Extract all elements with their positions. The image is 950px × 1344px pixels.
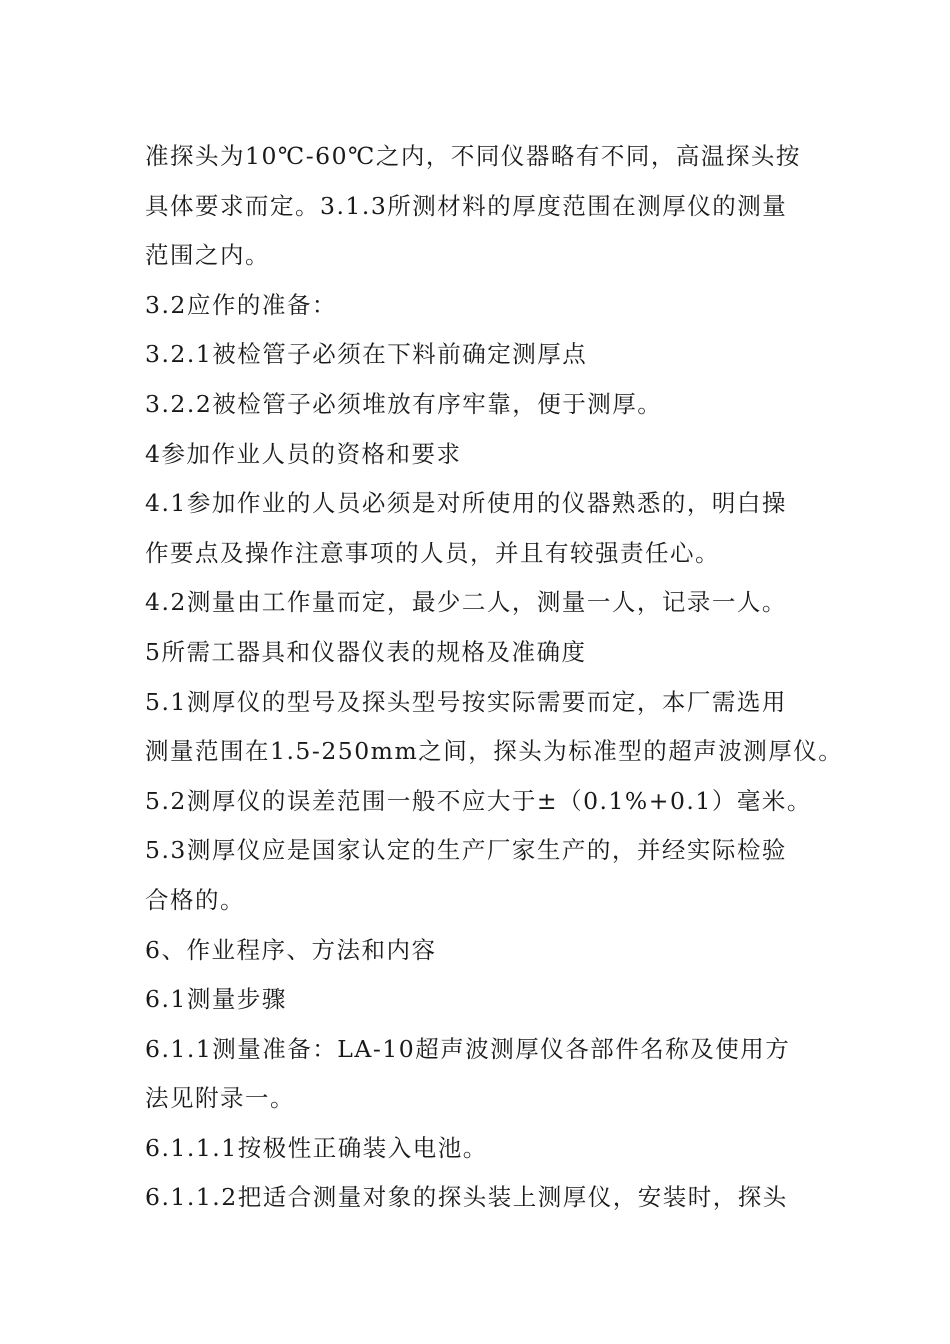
text-line: 准探头为10℃-60℃之内，不同仪器略有不同，高温探头按 bbox=[145, 142, 801, 170]
section-heading: 5所需工器具和仪器仪表的规格及准确度 bbox=[145, 637, 587, 666]
text-line: 测量范围在1.5-250mm之间，探头为标准型的超声波测厚仪。 bbox=[145, 737, 844, 766]
section-heading: 4参加作业人员的资格和要求 bbox=[145, 439, 462, 468]
text-line: 5.3测厚仪应是国家认定的生产厂家生产的，并经实际检验 bbox=[145, 836, 787, 865]
text-line: 6.1.1.2把适合测量对象的探头装上测厚仪，安装时，探头 bbox=[145, 1183, 788, 1212]
text-line: 6.1.1.1按极性正确装入电池。 bbox=[145, 1133, 488, 1162]
text-line: 4.1参加作业的人员必须是对所使用的仪器熟悉的，明白操 bbox=[145, 489, 787, 518]
text-line: 合格的。 bbox=[145, 885, 245, 914]
text-line: 4.2测量由工作量而定，最少二人，测量一人，记录一人。 bbox=[145, 588, 787, 617]
subsection-heading: 6.1测量步骤 bbox=[145, 985, 287, 1014]
text-line: 5.1测厚仪的型号及探头型号按实际需要而定，本厂需选用 bbox=[145, 687, 787, 716]
document-body bbox=[145, 132, 844, 1223]
section-heading: 6、作业程序、方法和内容 bbox=[145, 935, 437, 964]
section-heading: 3.2应作的准备： bbox=[145, 290, 337, 319]
text-line: 法见附录一。 bbox=[145, 1084, 295, 1113]
text-line: 3.2.2被检管子必须堆放有序牢靠，便于测厚。 bbox=[145, 389, 663, 418]
text-line: 6.1.1测量准备：LA-10超声波测厚仪各部件名称及使用方 bbox=[145, 1034, 791, 1063]
text-line: 具体要求而定。3.1.3所测材料的厚度范围在测厚仪的测量 bbox=[145, 191, 788, 220]
text-line: 作要点及操作注意事项的人员，并且有较强责任心。 bbox=[145, 538, 720, 567]
text-line: 3.2.1被检管子必须在下料前确定测厚点 bbox=[145, 340, 588, 369]
text-line: 5.2测厚仪的误差范围一般不应大于±（0.1%+0.1）毫米。 bbox=[145, 786, 812, 815]
text-line: 范围之内。 bbox=[145, 241, 270, 270]
